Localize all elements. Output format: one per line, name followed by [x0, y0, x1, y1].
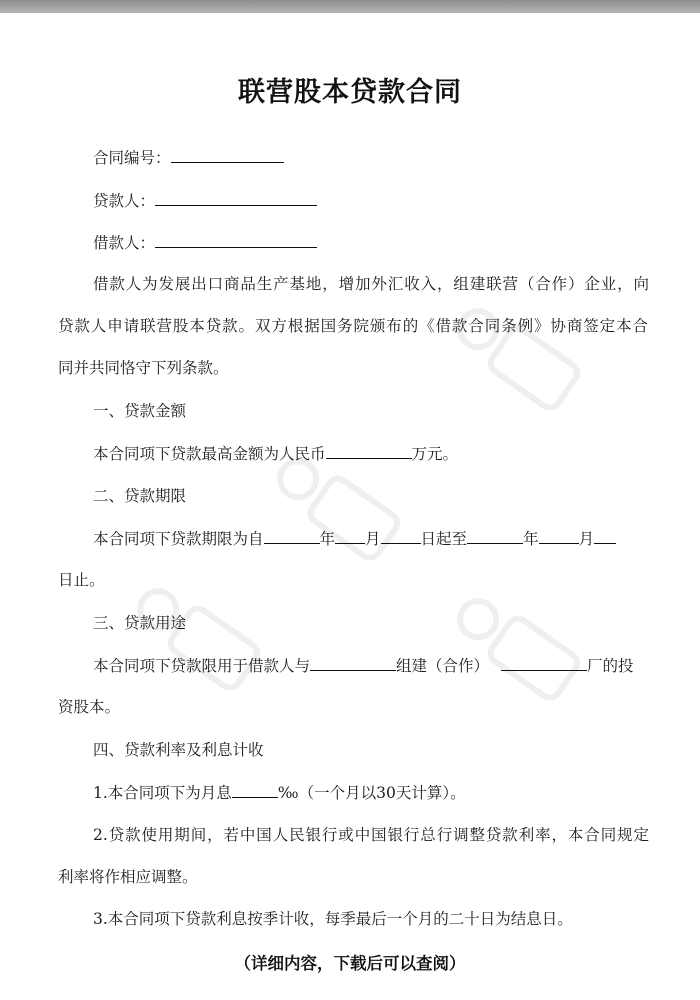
watermark-logo: [440, 590, 590, 700]
document-title: 联营股本贷款合同: [238, 77, 462, 108]
lender-blank: [155, 190, 317, 206]
clause-text: 月: [578, 530, 595, 548]
clause-text: 组建（合作）: [396, 657, 490, 675]
loan-amount-line: [93, 443, 649, 464]
section-heading: 一、贷款金额: [93, 402, 187, 420]
loan-term-line: [93, 528, 649, 549]
section-heading: 三、贷款用途: [93, 614, 187, 632]
clause-text: 年: [319, 530, 336, 548]
section-heading: 四、贷款利率及利息计收: [93, 741, 264, 759]
loan-purpose-line: [93, 655, 649, 676]
end-year-blank: [467, 528, 523, 544]
clause-text: 日起至: [420, 530, 468, 548]
download-notice: （详细内容，下载后可以查阅）: [234, 954, 466, 973]
clause-text: 月: [365, 530, 381, 548]
end-month-blank: [539, 528, 579, 544]
field-label: 借款人：: [93, 234, 156, 252]
clause-text: ‰（一个月以30天计算）。: [277, 784, 466, 802]
start-year-blank: [264, 528, 320, 544]
interest-item-2: 2.贷款使用期间，若中国人民银行或中国银行总行调整贷款利率，本合同规定: [93, 826, 649, 844]
clause-text: 本合同项下贷款期限为自: [93, 530, 264, 548]
top-bar: [0, 0, 700, 13]
interest-rate-blank: [232, 782, 278, 798]
clause-text: 本合同项下贷款最高金额为人民币: [93, 445, 326, 463]
intro-line: 同并共同恪守下列条款。: [58, 359, 229, 377]
partner-blank: [310, 655, 396, 671]
clause-text: 万元。: [411, 445, 459, 463]
field-label: 合同编号：: [93, 149, 171, 167]
clause-text: 1.本合同项下为月息: [93, 784, 232, 802]
factory-blank: [501, 655, 587, 671]
interest-item-2-cont: 利率将作相应调整。: [58, 868, 198, 886]
amount-blank: [326, 443, 412, 459]
clause-text: 厂的投: [587, 657, 634, 675]
clause-text: 本合同项下贷款限用于借款人与: [93, 657, 311, 675]
intro-line: 借款人为发展出口商品生产基地，增加外汇收入，组建联营（合作）企业，向: [93, 275, 649, 293]
start-month-blank: [335, 528, 365, 544]
borrower-blank: [155, 232, 317, 248]
interest-item-1: [93, 782, 649, 803]
section-heading: 二、贷款期限: [93, 487, 187, 505]
end-day-blank: [594, 528, 616, 544]
contract-number-field: [93, 147, 649, 168]
field-label: 贷款人：: [93, 192, 156, 210]
borrower-field: [93, 232, 649, 253]
interest-item-3: 3.本合同项下贷款利息按季计收，每季最后一个月的二十日为结息日。: [93, 910, 573, 928]
clause-text: 年: [523, 530, 539, 548]
intro-line: 贷款人申请联营股本贷款。双方根据国务院颁布的《借款合同条例》协商签定本合: [58, 317, 648, 335]
contract-number-blank: [171, 147, 284, 163]
lender-field: [93, 190, 649, 211]
loan-purpose-end: 资股本。: [58, 698, 121, 716]
start-day-blank: [381, 528, 421, 544]
loan-term-end: 日止。: [58, 571, 105, 589]
